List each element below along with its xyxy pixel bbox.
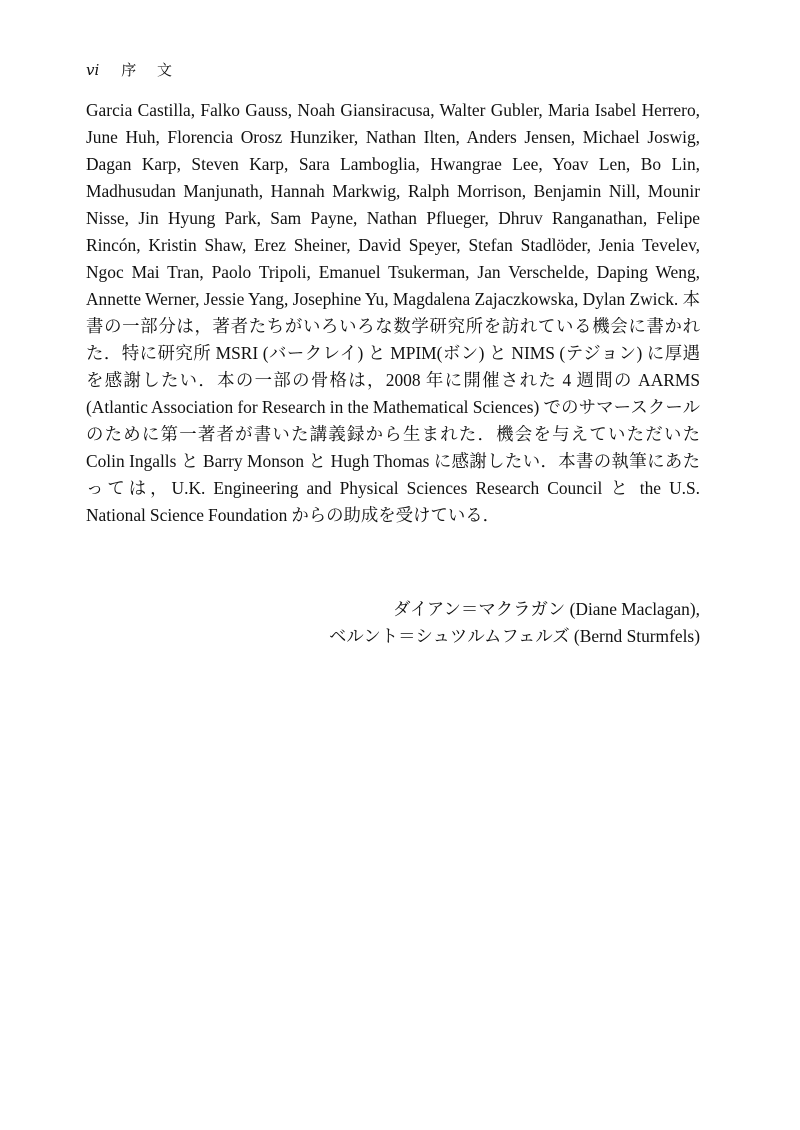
signature-line-maclagan: ダイアン＝マクラガン (Diane Maclagan), [392, 599, 700, 619]
running-head [86, 60, 180, 80]
body-paragraph: Garcia Castilla, Falko Gauss, Noah Giansiracusa, Walter Gubler, Maria Isabel Herrero, June Huh, Florencia Orosz Hunziker, Nathan Ilten, Anders Jensen, Michael Joswig, Dagan Karp, Steven Karp, Sara Lamboglia, Hwangrae Lee, Yoav Len, Bo Lin, Madhusudan Manjunath, Hannah Markwig, Ralph Morrison, Benjamin Nill, Mounir Nisse, Jin Hyung Park, Sam Payne, Nathan Pflueger, Dhruv Ranganathan, Felipe Rincón, Kristin Shaw, Erez Sheiner, David Speyer, Stefan Stadlöder, Jenia Tevelev, Ngoc Mai Tran, Paolo Tripoli, Emanuel Tsukerman, Jan Verschelde, Daping Weng, Annette Werner, Jessie Yang, Josephine Yu, Magdalena Zajaczkowska, Dylan Zwick. 本書の一部分は，著者たちがいろいろな数学研究所を訪れている機会に書かれた．特に研究所 MSRI (バークレイ) と MPIM(ボン) と NIMS (テジョン) に厚遇を感謝したい．本の一部の骨格は，2008 年に開催された 4 週間の AARMS (Atlantic Association for Research in the Mathematical Sciences) でのサマースクールのために第一著者が書いた講義録から生まれた．機会を与えていただいた Colin Ingalls と Barry Monson と Hugh Thomas に感謝したい．本書の執筆にあたっては，U.K. Engineering and Physical Sciences Research Council と the U.S. National Science Foundation からの助成を受けている． [86, 100, 700, 525]
section-title: 序 文 [121, 61, 181, 79]
page-number: vi [86, 61, 100, 79]
signature-line-sturmfels: ベルント＝シュツルムフェルズ (Bernd Sturmfels) [328, 626, 700, 646]
signature-block [329, 596, 700, 650]
